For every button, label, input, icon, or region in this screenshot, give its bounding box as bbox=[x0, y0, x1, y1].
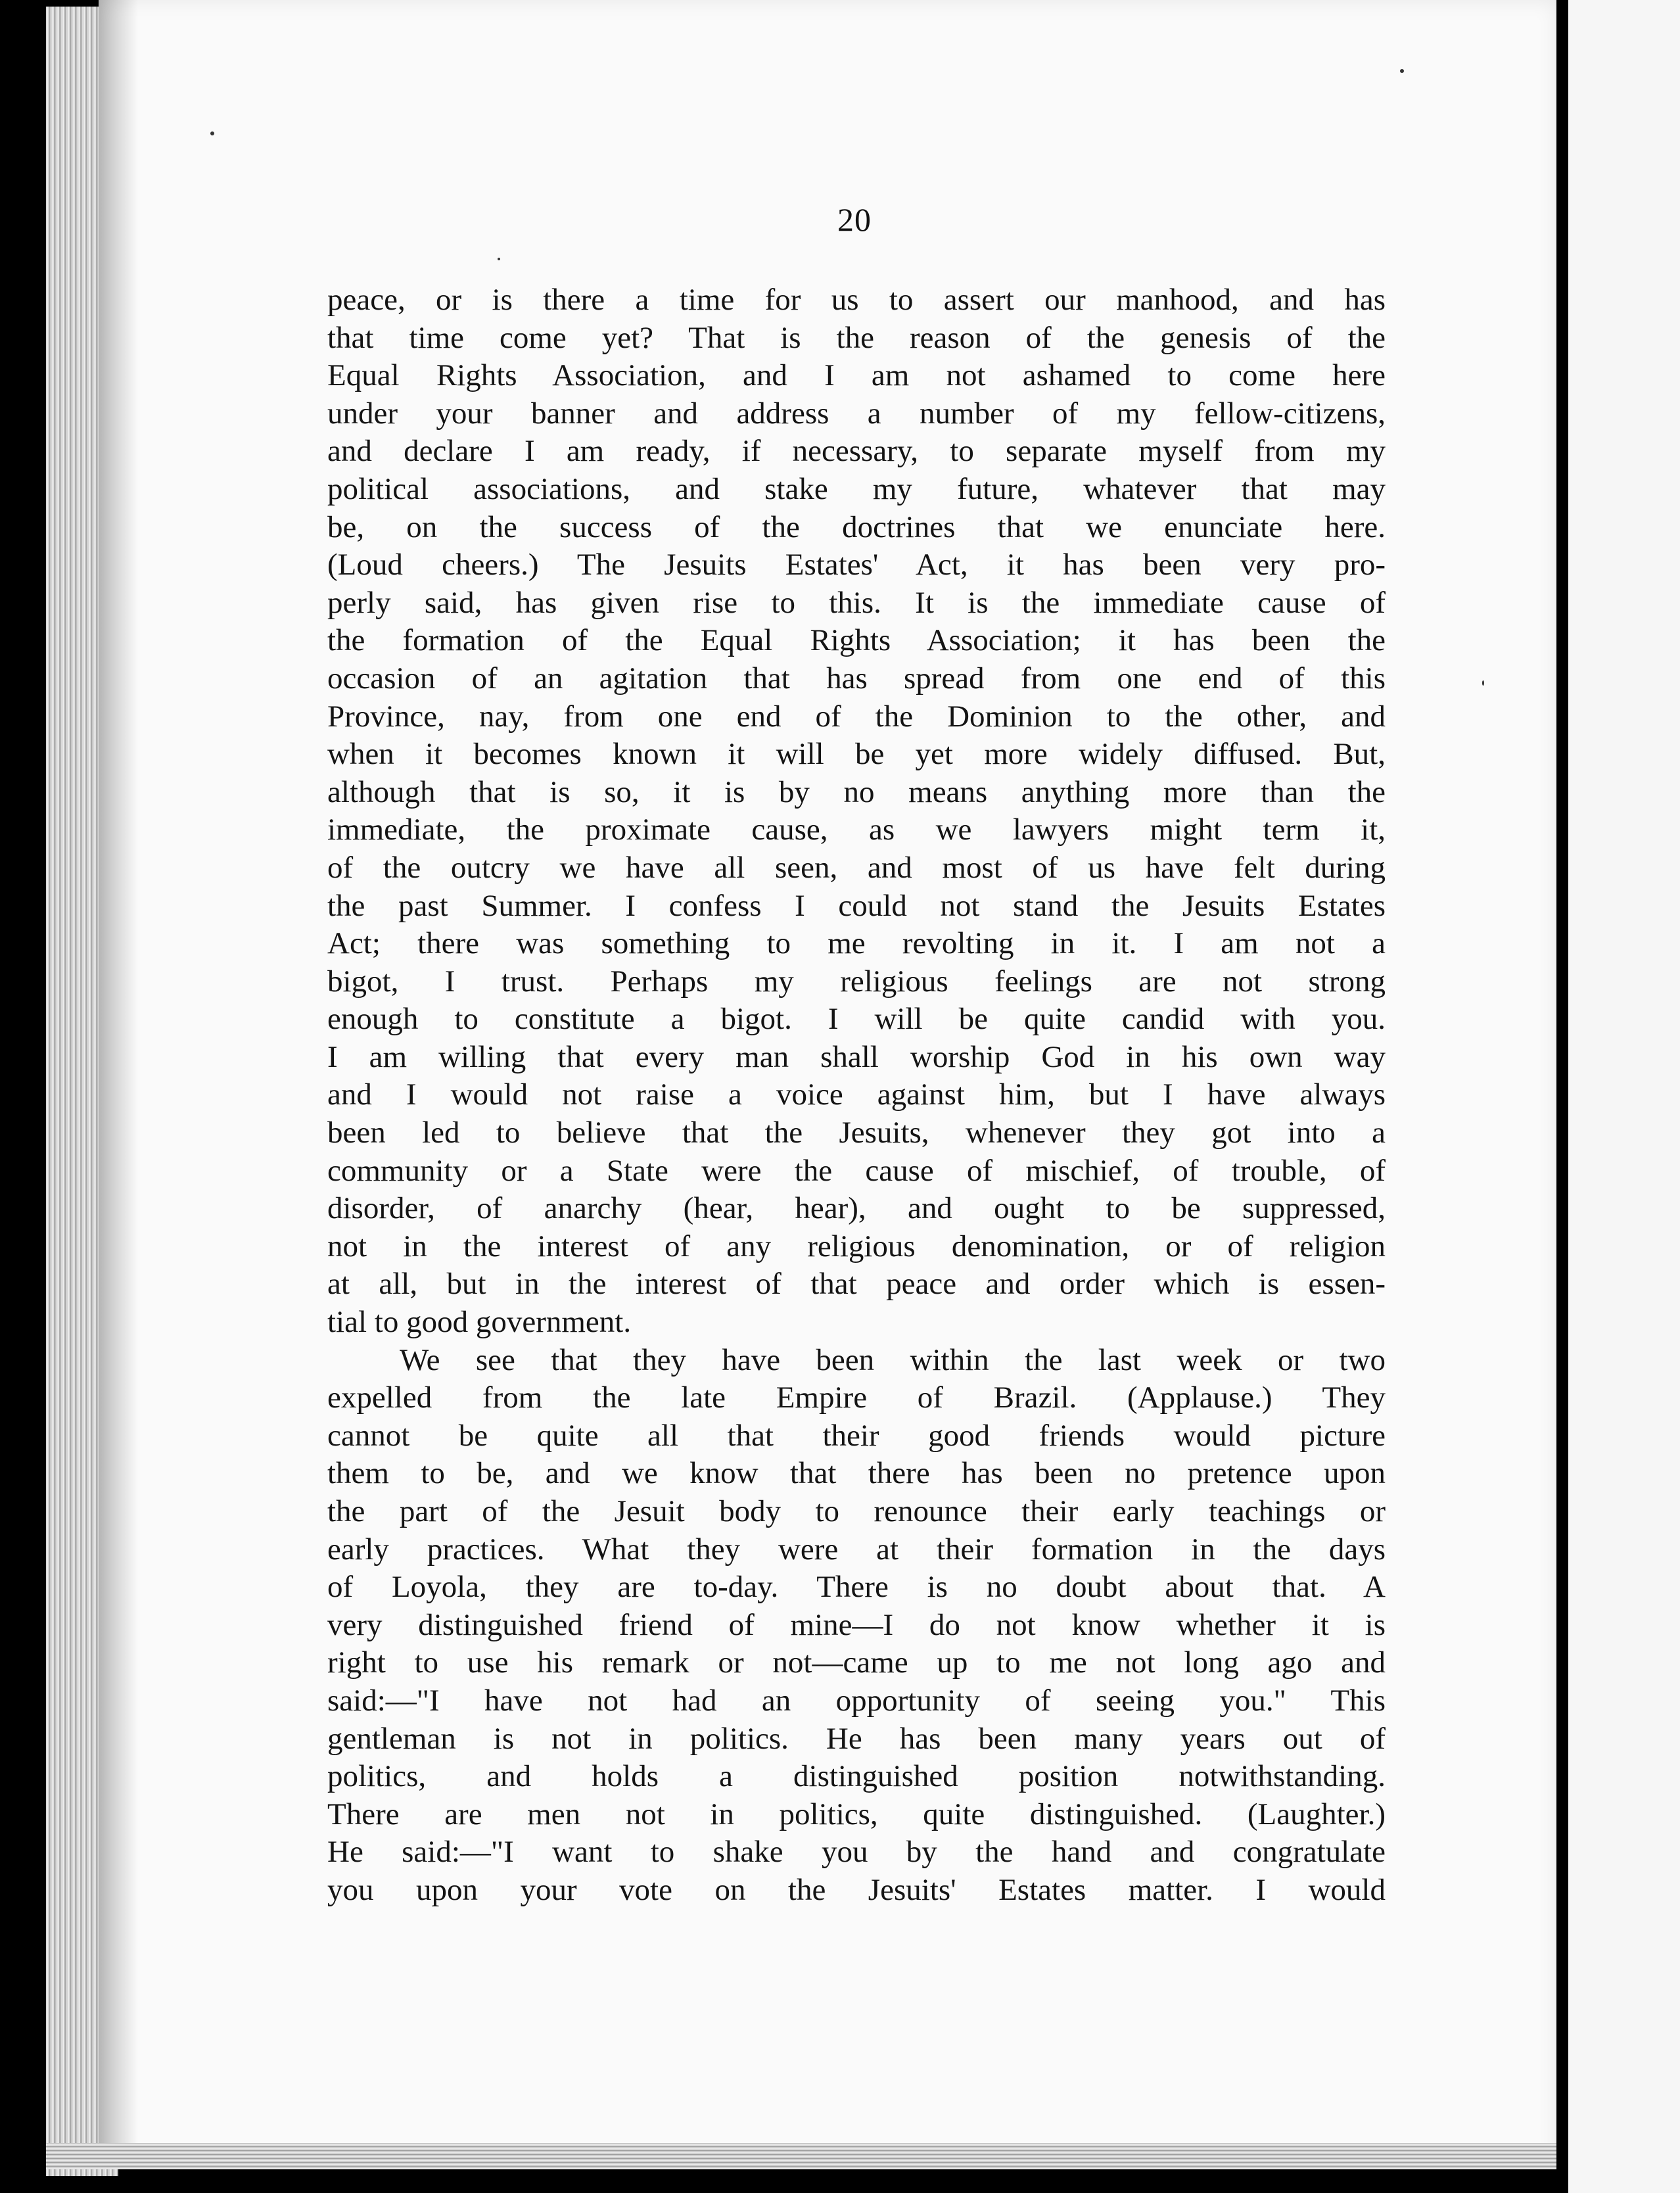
text-line: (Loud cheers.) The Jesuits Estates' Act, it has been very pro- bbox=[327, 548, 1386, 582]
book-bottom-edge bbox=[46, 2143, 1556, 2169]
text-line: the past Summer. I confess I could not stand the Jesuits Estates bbox=[327, 888, 1386, 923]
text-line: them to be, and we know that there has been no pretence upon bbox=[327, 1456, 1386, 1491]
text-line: the formation of the Equal Rights Association; it has been the bbox=[327, 623, 1386, 658]
text-line: and declare I am ready, if necessary, to separate myself from my bbox=[327, 434, 1386, 469]
text-line: disorder, of anarchy (hear, hear), and ought to be suppressed, bbox=[327, 1191, 1386, 1226]
scan-speck bbox=[210, 131, 214, 135]
text-line: tial to good government. bbox=[327, 1305, 632, 1340]
text-line: said:—"I have not had an opportunity of seeing you." This bbox=[327, 1683, 1386, 1718]
text-line: that time come yet? That is the reason of the genesis of the bbox=[327, 320, 1386, 355]
text-line: peace, or is there a time for us to assert our manhood, and has bbox=[327, 283, 1386, 317]
text-line: not in the interest of any religious denomination, or of religion bbox=[327, 1229, 1386, 1263]
text-line: be, on the success of the doctrines that we enunciate here. bbox=[327, 509, 1386, 544]
text-line: politics, and holds a distinguished position notwithstanding. bbox=[327, 1759, 1386, 1794]
text-line: He said:—"I want to shake you by the hand and congratulate bbox=[327, 1835, 1386, 1870]
text-line: early practices. What they were at their formation in the days bbox=[327, 1532, 1386, 1567]
text-line: cannot be quite all that their good friends would picture bbox=[327, 1418, 1386, 1453]
text-line: bigot, I trust. Perhaps my religious feelings are not strong bbox=[327, 964, 1386, 999]
text-line: under your banner and address a number of my fellow-citizens, bbox=[327, 396, 1386, 431]
scan-speck bbox=[1482, 680, 1484, 686]
adjacent-page bbox=[1568, 0, 1680, 2193]
body-text bbox=[327, 281, 1386, 1910]
text-line: of the outcry we have all seen, and most of us have felt during bbox=[327, 850, 1386, 885]
text-line: you upon your vote on the Jesuits' Estates matter. I would bbox=[327, 1872, 1386, 1907]
text-line: gentleman is not in politics. He has been many years out of bbox=[327, 1721, 1386, 1756]
text-line: I am willing that every man shall worship God in his own way bbox=[327, 1039, 1386, 1074]
text-line: the part of the Jesuit body to renounce their early teachings or bbox=[327, 1494, 1386, 1528]
text-line: immediate, the proximate cause, as we lawyers might term it, bbox=[327, 813, 1386, 847]
text-line: of Loyola, they are to-day. There is no doubt about that. A bbox=[327, 1570, 1386, 1605]
gutter-shadow bbox=[99, 0, 138, 2169]
text-line: been led to believe that the Jesuits, whenever they got into a bbox=[327, 1116, 1386, 1150]
text-line: occasion of an agitation that has spread from one end of this bbox=[327, 661, 1386, 696]
text-line: Act; there was something to me revolting in it. I am not a bbox=[327, 926, 1386, 961]
text-line: very distinguished friend of mine—I do not know whether it is bbox=[327, 1607, 1386, 1642]
scan-speck bbox=[1400, 69, 1404, 73]
page-divider bbox=[1556, 0, 1568, 2193]
scan-speck bbox=[498, 258, 500, 260]
text-line: right to use his remark or not—came up to me not long ago and bbox=[327, 1645, 1386, 1680]
text-line: Province, nay, from one end of the Dominion to the other, and bbox=[327, 699, 1386, 734]
text-line: There are men not in politics, quite distinguished. (Laughter.) bbox=[327, 1797, 1386, 1831]
page-number: 20 bbox=[837, 201, 872, 238]
text-line: expelled from the late Empire of Brazil. (Applause.) They bbox=[327, 1380, 1386, 1415]
text-line: perly said, has given rise to this. It is the immediate cause of bbox=[327, 585, 1386, 620]
text-line: enough to constitute a bigot. I will be quite candid with you. bbox=[327, 1002, 1386, 1037]
text-line: at all, but in the interest of that peace and order which is essen- bbox=[327, 1267, 1386, 1302]
text-line: We see that they have been within the last week or two bbox=[400, 1342, 1386, 1377]
text-line: Equal Rights Association, and I am not ashamed to come here bbox=[327, 358, 1386, 393]
text-line: when it becomes known it will be yet more widely diffused. But, bbox=[327, 737, 1386, 772]
text-line: community or a State were the cause of mischief, of trouble, of bbox=[327, 1153, 1386, 1188]
text-line: although that is so, it is by no means anything more than the bbox=[327, 774, 1386, 809]
text-line: and I would not raise a voice against him, but I have always bbox=[327, 1077, 1386, 1112]
text-line: political associations, and stake my future, whatever that may bbox=[327, 471, 1386, 506]
